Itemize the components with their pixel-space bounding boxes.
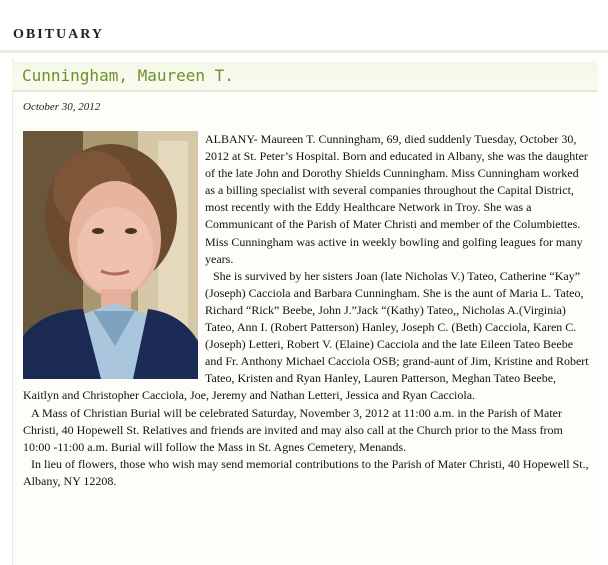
obituary-paragraph: She is survived by her sisters Joan (late Nicholas V.) Tateo, Catherine “Kay” (Joseph) Cacciola and Barbara Cunningham. She is the aunt of Maria L. Tateo, Richard “Rick” Beebe, John J.”Jack “(Kathy) Tateo,, Nicholas A.(Virginia) Tateo, Ann I. (Robert Patterson) Hanley, Joseph C. (Beth) Cacciola, Karen C. (Joseph) Letteri, Robert V. (Elaine) Cacciola and the late Eileen Tateo Beebe and Fr. Anthony Michael Cacciola OSB; grand-aunt of Jim, Kristine and Robert Tateo, Kristen and Ryan Hanley, Lauren Patterson, Meghan Tateo Beebe, Kaitlyn and Christopher Cacciola, Joe, Jeremy and Nathan Letteri, Jessica and Ryan Cacciola. xyxy=(23,268,589,403)
obituary-paragraph: In lieu of flowers, those who wish may send memorial contributions to the Parish of Mater Christi, 40 Hopewell St., Albany, NY 12208. xyxy=(23,456,589,488)
section-title: OBITUARY xyxy=(13,27,104,42)
obituary-article xyxy=(23,131,591,490)
obituary-name-link[interactable]: Cunningham, Maureen T. xyxy=(22,66,234,85)
photo-spacer xyxy=(23,131,198,385)
page-header xyxy=(0,0,608,54)
obituary-paragraph: A Mass of Christian Burial will be celebrated Saturday, November 3, 2012 at 11:00 a.m. in the Parish of Mater Christi, 40 Hopewell St. Relatives and friends are invited and may also call at the Church prior to the Mass from 10:00 -11:00 a.m. Burial will follow the Mass in St. Agnes Cemetery, Menands. xyxy=(23,405,563,454)
header-divider xyxy=(0,50,608,53)
obituary-paragraph: ALBANY- Maureen T. Cunningham, 69, died suddenly Tuesday, October 30, 2012 at St. Peter’s Hospital. Born and educated in Albany, she was the daughter of the late John and Dorothy Shields Cunningham. Miss Cunningham worked as a billing specialist with several companies throughout the Capital District, most recently with the Eddy Healthcare Network in Troy. She was a Communicant of the Parish of Mater Christi and member of the Columbiettes. Miss Cunningham was active in weekly bowling and golfing leagues for many years. xyxy=(205,132,588,266)
name-divider xyxy=(12,90,598,92)
obituary-date: October 30, 2012 xyxy=(23,101,101,113)
